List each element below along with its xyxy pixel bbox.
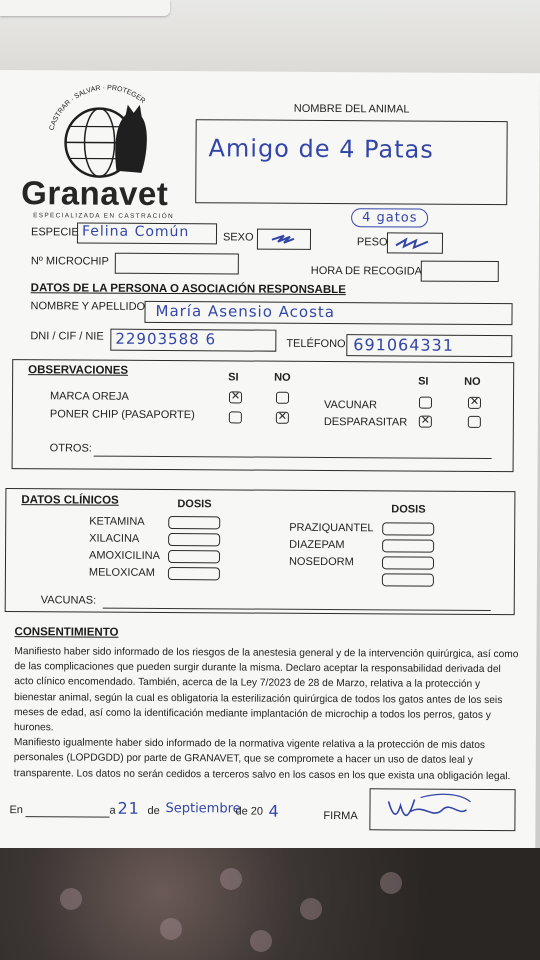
xilacina-label: XILACINA <box>89 532 140 545</box>
brand-tagline: ESPECIALIZADA EN CASTRACIÓN <box>33 212 175 221</box>
vacunar-si-checkbox[interactable] <box>419 397 432 409</box>
firma-label: FIRMA <box>323 809 358 823</box>
globe-cat-icon <box>21 74 192 185</box>
en-label: En <box>9 804 23 817</box>
meloxicam-label: MELOXICAM <box>88 566 155 579</box>
dni-label: DNI / CIF / NIE <box>30 330 104 343</box>
logo-arc-text: CASTRAR · SALVAR · PROTEGER <box>48 84 147 132</box>
datos-clinicos-title: DATOS CLÍNICOS <box>21 494 119 507</box>
fabric-background <box>0 848 540 960</box>
especie-field[interactable] <box>77 222 217 244</box>
vacunas-label: VACUNAS: <box>40 594 97 607</box>
microchip-label: Nº MICROCHIP <box>30 255 109 268</box>
ketamina-dose-field[interactable] <box>168 516 220 529</box>
firma-row <box>9 798 519 847</box>
consent-paragraph-1: Manifiesto haber sido informado de los riesgos de la anestesia general y de la intervención quirúrgica, así como de las complicaciones que pueden surgir durante la misma. Declaro aceptar la responsabilidad derivada del acto clínico encomendado. También, acerca de la Ley 7/2023 de 28 de Marzo, relativa a la protección y bienestar animal, según la cual es obligatoria la esterilización quirúrgica de todos los gatos antes de los seis meses de edad, así como la identificación mediante implantación de microchip a todos los perros, gatos y hurones. <box>13 646 519 734</box>
dosis-header-left: DOSIS <box>177 498 212 511</box>
peso-scribble-icon <box>388 233 442 252</box>
animal-name-field[interactable] <box>195 119 508 205</box>
de-year-label: de 20 <box>235 805 264 818</box>
signature-icon <box>370 789 514 830</box>
poner-chip-label: PONER CHIP (PASAPORTE) <box>49 408 195 422</box>
consentimiento-text <box>14 644 520 784</box>
peso-field[interactable] <box>387 232 443 253</box>
desparasitar-label: DESPARASITAR <box>323 415 408 429</box>
xilacina-dose-field[interactable] <box>168 533 220 546</box>
poner-chip-no-checkbox[interactable]: ✕ <box>277 410 288 423</box>
praziquantel-dose-field[interactable] <box>382 522 434 535</box>
diazepam-label: DIAZEPAM <box>289 538 345 552</box>
desparasitar-si-checkbox[interactable]: ✕ <box>420 414 431 427</box>
extra-dose-field[interactable] <box>382 573 434 586</box>
nombre-apellido-label: NOMBRE Y APELLIDO <box>30 300 146 313</box>
meloxicam-dose-field[interactable] <box>168 567 220 580</box>
obs-si-header-left: SI <box>228 371 239 384</box>
marca-oreja-no-checkbox[interactable] <box>276 392 289 404</box>
hora-recogida-label: HORA DE RECOGIDA <box>310 264 423 278</box>
obs-si-header-right: SI <box>418 375 429 388</box>
observaciones-title: OBSERVACIONES <box>28 364 129 377</box>
day-value: 21 <box>117 798 140 818</box>
telefono-label: TELÉFONO <box>286 337 346 351</box>
year-value: 4 <box>268 801 280 821</box>
animal-name-value: Amigo de 4 Patas <box>208 134 434 164</box>
obs-no-header-right: NO <box>464 375 481 388</box>
month-value: Septiembre <box>165 801 241 817</box>
otros-label: OTROS: <box>49 442 92 455</box>
nosedorm-dose-field[interactable] <box>382 556 434 569</box>
responsable-title: DATOS DE LA PERSONA O ASOCIACIÓN RESPONSABLE <box>30 282 346 297</box>
especie-value: Felina Común <box>81 223 190 241</box>
marca-oreja-si-checkbox[interactable]: ✕ <box>230 390 241 403</box>
dosis-header-right: DOSIS <box>391 503 426 516</box>
peso-note: 4 gatos <box>351 208 429 227</box>
animal-name-label: NOMBRE DEL ANIMAL <box>293 102 410 116</box>
a-label: a <box>109 804 116 817</box>
dni-value: 22903588 6 <box>115 329 217 349</box>
amoxicilina-dose-field[interactable] <box>168 550 220 563</box>
vacunar-no-checkbox[interactable]: ✕ <box>469 395 480 408</box>
microchip-field[interactable] <box>115 253 239 275</box>
dni-field[interactable] <box>110 329 276 352</box>
ketamina-label: KETAMINA <box>89 515 145 528</box>
sexo-field[interactable] <box>257 229 311 250</box>
paper-edge-above <box>0 0 170 16</box>
marca-oreja-label: MARCA OREJA <box>49 390 129 403</box>
telefono-value: 691064331 <box>353 335 455 355</box>
desparasitar-no-checkbox[interactable] <box>468 416 481 428</box>
en-line[interactable] <box>25 816 109 818</box>
diazepam-dose-field[interactable] <box>382 539 434 552</box>
praziquantel-label: PRAZIQUANTEL <box>289 521 374 535</box>
obs-no-header-left: NO <box>274 371 291 384</box>
hora-recogida-field[interactable] <box>421 261 499 282</box>
amoxicilina-label: AMOXICILINA <box>88 549 160 562</box>
de-label-1: de <box>147 804 160 817</box>
granavet-form <box>0 70 540 863</box>
consentimiento-title: CONSENTIMIENTO <box>14 626 119 639</box>
brand-name: Granavet <box>21 174 169 213</box>
vacunar-label: VACUNAR <box>323 398 377 412</box>
especie-label: ESPECIE <box>30 226 79 239</box>
nosedorm-label: NOSEDORM <box>288 555 354 569</box>
nombre-apellido-value: María Asensio Acosta <box>155 301 336 322</box>
nombre-apellido-field[interactable] <box>144 301 512 325</box>
telefono-field[interactable] <box>346 334 512 357</box>
sexo-scribble-icon <box>258 230 310 249</box>
consent-paragraph-2: Manifiesto igualmente haber sido informado de la normativa vigente relativa a la protección de mis datos personales (LOPDGDD) por parte de GRANAVET, que se compromete a hacer un uso de datos leal y transparente. Los datos no serán cedidos a terceros salvo en los casos en los que exista una obligación legal. <box>13 737 511 782</box>
peso-label: PESO <box>356 236 388 249</box>
logo <box>21 74 192 225</box>
sexo-label: SEXO <box>222 231 254 244</box>
poner-chip-si-checkbox[interactable] <box>229 411 242 423</box>
firma-field[interactable] <box>369 788 515 831</box>
